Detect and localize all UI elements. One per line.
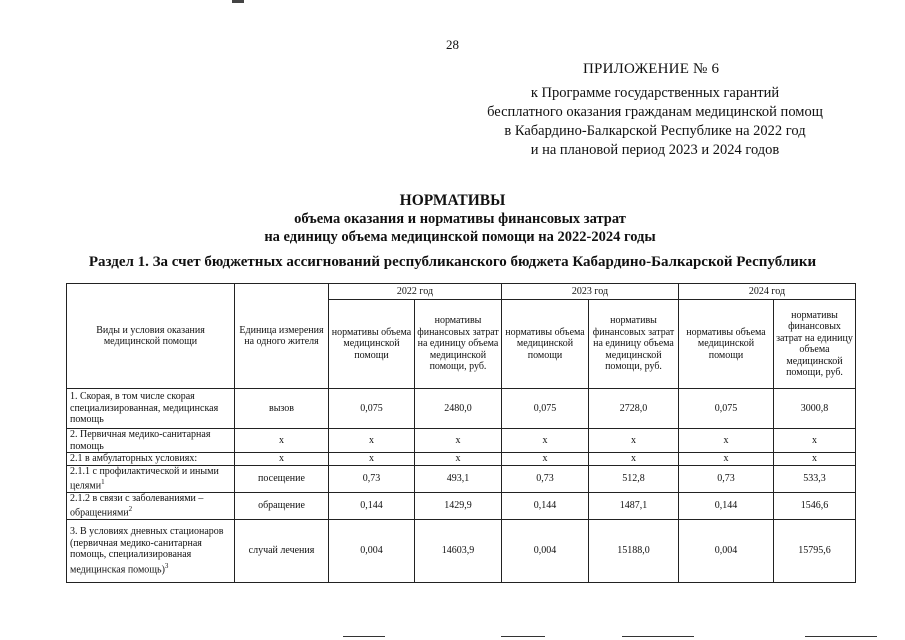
subtitle-line: на единицу объема медицинской помощи на 2022-2024 годы xyxy=(264,229,656,245)
header-year: 2022 год xyxy=(329,284,502,300)
cell-cost-2023: 15188,0 xyxy=(589,520,679,583)
appendix-line: бесплатного оказания гражданам медицинской помощ xyxy=(487,104,823,120)
cell-volume-2023: 0,144 xyxy=(502,492,589,519)
cell-volume-2023: 0,075 xyxy=(502,389,589,429)
cell-cost-2022: 2480,0 xyxy=(415,389,502,429)
cell-cost-2023: 2728,0 xyxy=(589,389,679,429)
header-year: 2023 год xyxy=(502,284,679,300)
footnote-mark: 1 xyxy=(101,478,105,486)
header-row xyxy=(67,284,856,300)
table-row xyxy=(67,389,856,429)
cell-volume-2023: 0,004 xyxy=(502,520,589,583)
cell-cost-2023: х xyxy=(589,453,679,466)
header-col-type: Виды и условия оказания медицинской помощи xyxy=(67,284,235,389)
cell-volume-2022: х xyxy=(329,453,415,466)
footer-rule xyxy=(501,636,545,637)
row-name xyxy=(67,492,235,519)
document-title: НОРМАТИВЫ xyxy=(399,192,506,209)
footnote-mark: 3 xyxy=(164,561,169,570)
row-unit: посещение xyxy=(235,465,329,492)
row-unit: х xyxy=(235,453,329,466)
cell-cost-2024: 15795,6 xyxy=(774,520,856,583)
header-cost: нормативы финансовых затрат на единицу объема медицинской помощи, руб. xyxy=(415,300,502,389)
header-cost: нормативы финансовых затрат на единицу объема медицинской помощи, руб. xyxy=(589,300,679,389)
cell-volume-2024: 0,004 xyxy=(679,520,774,583)
table-row xyxy=(67,453,856,466)
appendix-title: ПРИЛОЖЕНИЕ № 6 xyxy=(583,61,720,77)
row-name: 1. Скорая, в том числе скорая специализированная, медицинская помощь xyxy=(67,389,235,429)
appendix-line: в Кабардино-Балкарской Республике на 2022 год xyxy=(504,123,806,139)
row-name: 2. Первичная медико-санитарная помощь xyxy=(67,429,235,453)
cell-volume-2023: х xyxy=(502,429,589,453)
table-row xyxy=(67,492,856,519)
footer-rule xyxy=(622,636,694,637)
cell-volume-2024: 0,144 xyxy=(679,492,774,519)
row-name-text: 2.1.1 с профилактической и иными целями xyxy=(70,465,219,492)
cell-cost-2022: х xyxy=(415,429,502,453)
row-name xyxy=(67,465,235,492)
cell-volume-2023: х xyxy=(502,453,589,466)
cell-cost-2022: 1429,9 xyxy=(415,492,502,519)
cell-cost-2024: 3000,8 xyxy=(774,389,856,429)
document-subtitle xyxy=(180,210,740,246)
cell-volume-2022: х xyxy=(329,429,415,453)
cell-volume-2024: 0,075 xyxy=(679,389,774,429)
footer-rule xyxy=(805,636,877,637)
table-row xyxy=(67,465,856,492)
row-name-text: 3. В условиях дневных стационаров (первичная медико-санитарная помощь, специализированая медицинская помощь) xyxy=(70,526,224,576)
cell-volume-2022: 0,144 xyxy=(329,492,415,519)
header-cost: нормативы финансовых затрат на единицу объема медицинской помощи, руб. xyxy=(774,300,856,389)
cell-cost-2022: х xyxy=(415,453,502,466)
cell-volume-2022: 0,075 xyxy=(329,389,415,429)
row-name: 2.1 в амбулаторных условиях: xyxy=(67,453,235,466)
header-volume: нормативы объема медицинской помощи xyxy=(679,300,774,389)
header-volume: нормативы объема медицинской помощи xyxy=(502,300,589,389)
subtitle-line: объема оказания и нормативы финансовых затрат xyxy=(294,211,626,227)
cell-volume-2024: 0,73 xyxy=(679,465,774,492)
row-name xyxy=(67,520,235,583)
cell-cost-2023: 1487,1 xyxy=(589,492,679,519)
cell-volume-2023: 0,73 xyxy=(502,465,589,492)
row-name-text: 2.1.2 в связи с заболеваниями – обращениями xyxy=(70,492,204,519)
row-unit: случай лечения xyxy=(235,520,329,583)
cell-volume-2024: х xyxy=(679,453,774,466)
footnote-mark: 2 xyxy=(128,505,133,514)
appendix-line: к Программе государственных гарантий xyxy=(530,85,780,101)
cell-volume-2022: 0,73 xyxy=(329,465,415,492)
cell-cost-2024: 1546,6 xyxy=(774,492,856,519)
appendix-text xyxy=(440,84,870,160)
cell-cost-2022: 493,1 xyxy=(415,465,502,492)
section-heading: Раздел 1. За счет бюджетных ассигнований республиканского бюджета Кабардино-Балкарской Республики xyxy=(88,254,817,270)
scan-mark xyxy=(232,0,244,3)
page-number: 28 xyxy=(446,37,459,52)
header-year: 2024 год xyxy=(679,284,856,300)
appendix-line: и на плановой период 2023 и 2024 годов xyxy=(530,142,780,158)
cell-cost-2023: х xyxy=(589,429,679,453)
cell-cost-2024: 533,3 xyxy=(774,465,856,492)
footer-rule xyxy=(343,636,385,637)
cell-cost-2022: 14603,9 xyxy=(415,520,502,583)
cell-cost-2024: х xyxy=(774,453,856,466)
cell-volume-2024: х xyxy=(679,429,774,453)
table-row xyxy=(67,520,856,583)
cell-cost-2023: 512,8 xyxy=(589,465,679,492)
row-unit: вызов xyxy=(235,389,329,429)
table-row xyxy=(67,429,856,453)
row-unit: обращение xyxy=(235,492,329,519)
row-unit: х xyxy=(235,429,329,453)
cell-cost-2024: х xyxy=(774,429,856,453)
norms-table xyxy=(66,283,856,583)
header-col-unit: Единица измерения на одного жителя xyxy=(235,284,329,389)
cell-volume-2022: 0,004 xyxy=(329,520,415,583)
header-volume: нормативы объема медицинской помощи xyxy=(329,300,415,389)
